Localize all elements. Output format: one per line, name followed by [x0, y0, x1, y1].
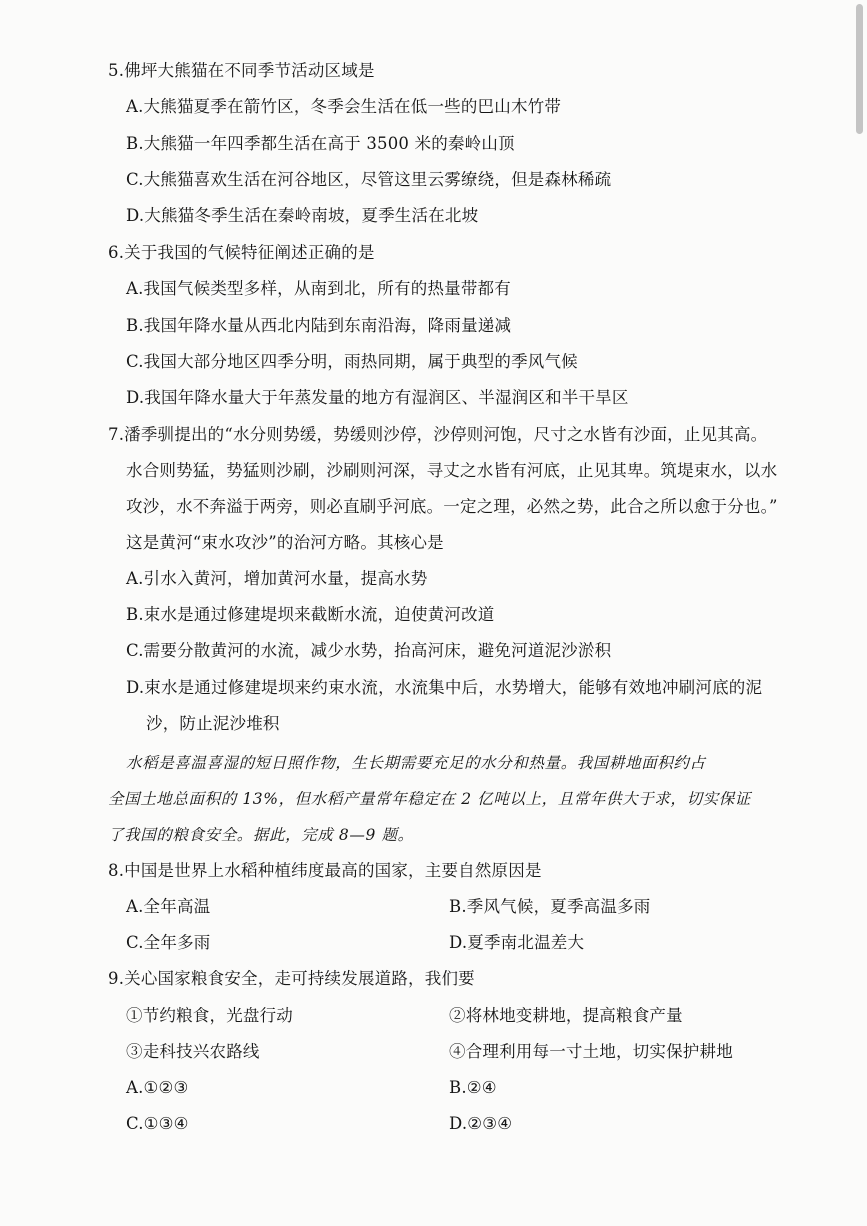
q7-option-a: A.引水入黄河，增加黄河水量，提高水势 — [126, 569, 428, 588]
q9-stem: 9.关心国家粮食安全，走可持续发展道路，我们要 — [108, 969, 475, 988]
q5-option-a: A.大熊猫夏季在箭竹区，冬季会生活在低一些的巴山木竹带 — [126, 97, 562, 116]
vertical-scrollbar[interactable] — [853, 0, 865, 140]
q5-option-b: B.大熊猫一年四季都生活在高于 3500 米的秦岭山顶 — [126, 134, 515, 153]
q9-item-2: ②将林地变耕地，提高粮食产量 — [449, 1006, 683, 1025]
q5-option-d: D.大熊猫冬季生活在秦岭南坡，夏季生活在北坡 — [126, 206, 479, 225]
q8-option-b: B.季风气候，夏季高温多雨 — [449, 897, 651, 916]
q9-item-4: ④合理利用每一寸土地，切实保护耕地 — [449, 1042, 733, 1061]
q7-option-c: C.需要分散黄河的水流，减少水势，抬高河床，避免河道泥沙淤积 — [126, 641, 612, 660]
passage-line: 水稻是喜温喜湿的短日照作物，生长期需要充足的水分和热量。我国耕地面积约占 — [126, 754, 706, 772]
q9-item-1: ①节约粮食，光盘行动 — [126, 1006, 293, 1025]
q6-option-c: C.我国大部分地区四季分明，雨热同期，属于典型的季风气候 — [126, 352, 578, 371]
q7-option-d-continued: 沙，防止泥沙堆积 — [146, 714, 280, 733]
q8-option-d: D.夏季南北温差大 — [449, 933, 585, 952]
q6-option-b: B.我国年降水量从西北内陆到东南沿海，降雨量递减 — [126, 316, 512, 335]
q8-stem: 8.中国是世界上水稻种植纬度最高的国家，主要自然原因是 — [108, 861, 542, 880]
q5-option-c: C.大熊猫喜欢生活在河谷地区，尽管这里云雾缭绕，但是森林稀疏 — [126, 170, 612, 189]
q7-stem-line: 7.潘季驯提出的“水分则势缓，势缓则沙停，沙停则河饱，尺寸之水皆有沙面，止见其高。 — [108, 425, 768, 444]
q7-option-d: D.束水是通过修建堤坝来约束水流，水流集中后，水势增大，能够有效地冲刷河底的泥 — [126, 678, 763, 697]
q5-stem: 5.佛坪大熊猫在不同季节活动区域是 — [108, 61, 375, 80]
q7-option-b: B.束水是通过修建堤坝来截断水流，迫使黄河改道 — [126, 605, 495, 624]
q8-option-a: A.全年高温 — [126, 897, 211, 916]
q8-option-c: C.全年多雨 — [126, 933, 211, 952]
q6-option-d: D.我国年降水量大于年蒸发量的地方有湿润区、半湿润区和半干旱区 — [126, 388, 629, 407]
q7-stem-line: 攻沙，水不奔溢于两旁，则必直刷乎河底。一定之理，必然之势，此合之所以愈于分也。” — [126, 497, 778, 516]
q6-option-a: A.我国气候类型多样，从南到北，所有的热量带都有 — [126, 279, 511, 298]
q9-option-b: B.②④ — [449, 1078, 497, 1097]
passage-line: 全国土地总面积的 13%，但水稻产量常年稳定在 2 亿吨以上，且常年供大于求，切实保证 — [108, 790, 751, 808]
q9-item-3: ③走科技兴农路线 — [126, 1042, 260, 1061]
q9-option-c: C.①③④ — [126, 1114, 189, 1133]
q6-stem: 6.关于我国的气候特征阐述正确的是 — [108, 243, 375, 262]
q7-stem-line: 这是黄河“束水攻沙”的治河方略。其核心是 — [126, 533, 444, 552]
q9-option-a: A.①②③ — [126, 1078, 189, 1097]
q7-stem-line: 水合则势猛，势猛则沙刷，沙刷则河深，寻丈之水皆有河底，止见其卑。筑堤束水，以水 — [126, 461, 778, 480]
q9-option-d: D.②③④ — [449, 1114, 513, 1133]
passage-line: 了我国的粮食安全。据此，完成 8—9 题。 — [108, 826, 414, 844]
scrollbar-thumb[interactable] — [856, 4, 863, 134]
